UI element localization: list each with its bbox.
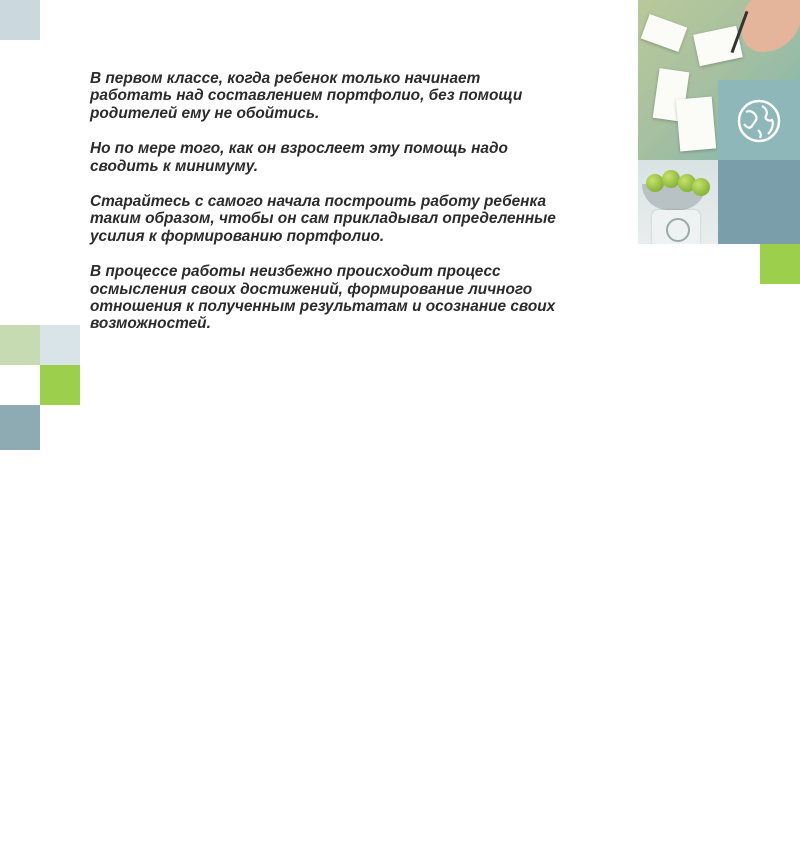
slide-body — [90, 70, 560, 351]
decor-square-light-green — [0, 325, 40, 365]
hand-image — [742, 0, 800, 52]
photo-scale-apples — [638, 160, 718, 244]
apple-image — [662, 170, 680, 188]
paragraph: Но по мере того, как он взрослеет эту помощь надо сводить к минимуму. — [90, 140, 508, 175]
paragraph: В первом классе, когда ребенок только начинает работать над составлением портфолио, без помощи родителей ему не обойтись. — [90, 70, 523, 122]
idea-card — [641, 14, 687, 52]
decor-square-blue — [0, 405, 40, 842]
paragraph: Старайтесь с самого начала построить работу ребенка таким образом, чтобы он сам прикладывал определенные усилия к формированию портфолио. — [90, 193, 556, 245]
apple-image — [692, 178, 710, 196]
decor-square-top-left — [0, 0, 40, 40]
decor-square-blue-big — [718, 160, 800, 244]
globe-icon — [736, 98, 782, 144]
scale-dial — [666, 218, 690, 242]
paragraph: В процессе работы неизбежно происходит процесс осмысления своих достижений, формирование личного отношения к полученным результатам и осознание своих возможностей. — [90, 263, 556, 333]
decor-square-green-right — [760, 244, 800, 284]
globe-tile — [718, 80, 800, 160]
slide-number: 19 — [14, 831, 26, 842]
decor-square-light-blue — [40, 325, 80, 365]
scale-image — [652, 210, 700, 244]
decor-square-green — [40, 365, 80, 405]
idea-card — [676, 97, 716, 152]
